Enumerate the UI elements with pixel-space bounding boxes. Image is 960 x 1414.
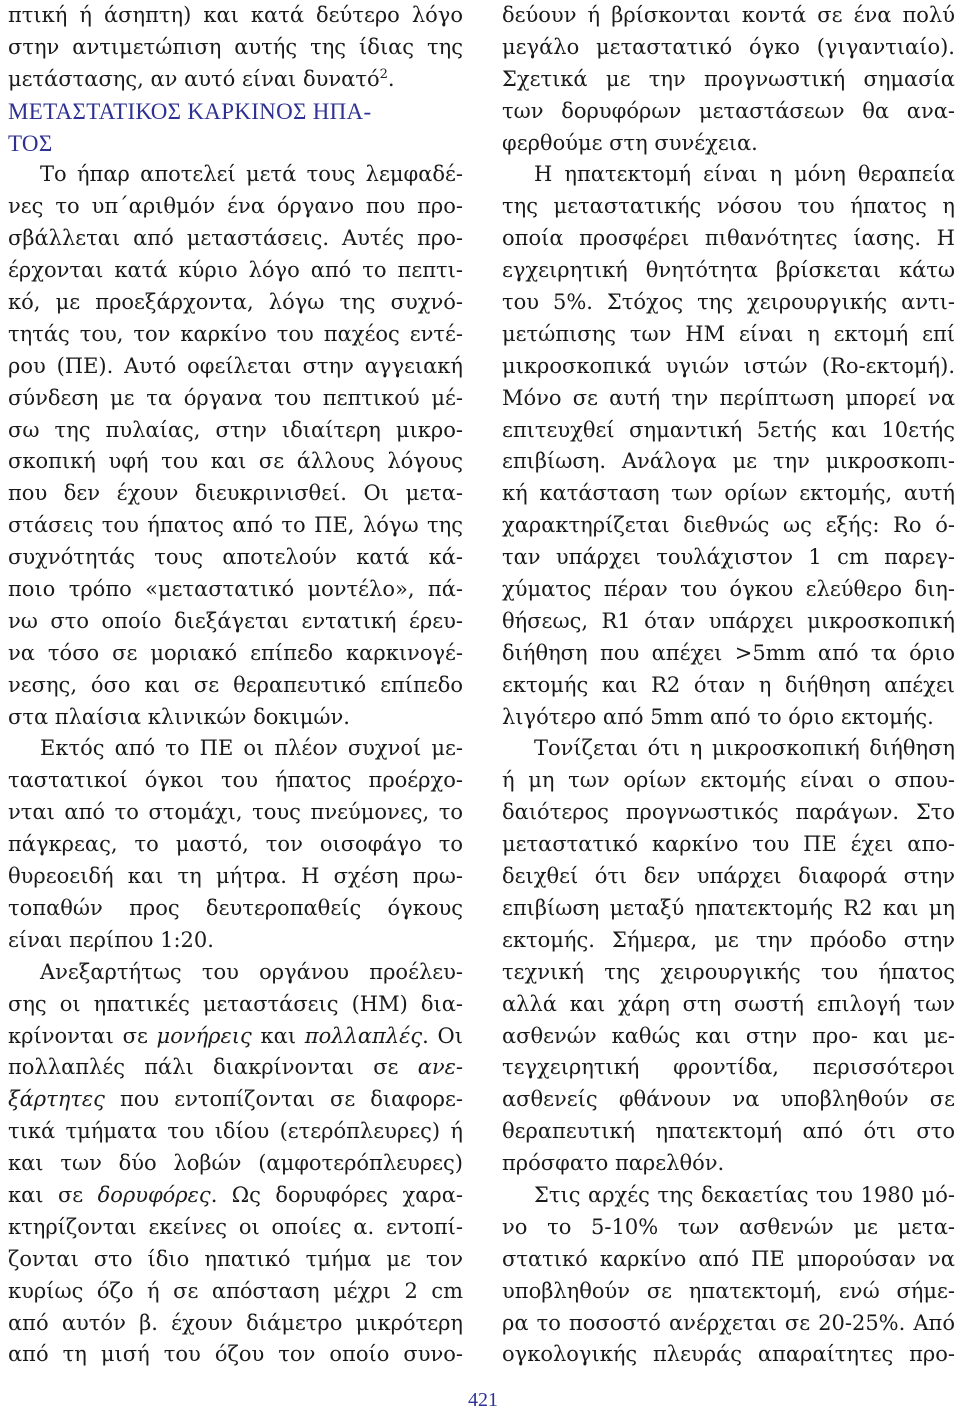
text-line: σω της πυλαίας, στην ιδιαίτερη μικρο- <box>8 417 463 442</box>
footnote-reference: 2 <box>379 66 388 82</box>
text-line: από τη μισή του όζου τον οποίο συνο- <box>8 1342 463 1367</box>
text-line: υποβληθούν σε ηπατεκτομή, ενώ σήμε- <box>502 1278 955 1303</box>
paragraph <box>502 1180 955 1371</box>
text-line: και των δύο λοβών (αμφοτερόπλευρες) <box>8 1151 463 1176</box>
text-line: επιβίωση μεταξύ ηπατεκτομής R2 και μη <box>502 895 955 920</box>
text-line: δειχθεί ότι δεν υπάρχει διαφορά στην <box>502 864 955 889</box>
text-line: πτική ή άσηπτη) και κατά δεύτερο λόγο <box>8 3 463 27</box>
text-line: είναι περίπου 1:20. <box>8 927 214 952</box>
text-line: θυρεοειδή και τη μήτρα. Η σχέση πρω- <box>8 864 463 889</box>
text-line: ρου (ΠΕ). Αυτό οφείλεται στην αγγειακή <box>8 353 463 378</box>
text-line: νω στο οποίο διεξάγεται εντατική έρευ- <box>8 608 463 633</box>
text-line: τικά τμήματα του ιδίου (ετερόπλευρες) ή <box>8 1119 463 1144</box>
text-line: στατικό καρκίνο από ΠΕ μπορούσαν να <box>502 1246 955 1271</box>
paragraph <box>8 957 463 1372</box>
text-line: έρχονται κατά κύριο λόγο από το πεπτι- <box>8 258 463 283</box>
text-fragment: πολλαπλές πάλι διακρίνονται σε <box>8 1055 418 1080</box>
text-line: μεγάλο μεταστατικό όγκο (γιγαντιαίο). <box>502 34 955 59</box>
text-fragment: και σε <box>8 1182 98 1207</box>
text-line <box>8 1052 463 1084</box>
text-line: στάσεις του ήπατος από το ΠΕ, λόγω της <box>8 513 463 538</box>
text-line: πρόσφατο παρελθόν. <box>502 1151 725 1176</box>
text-line: μεταστατικό καρκίνο του ΠΕ έχει απο- <box>502 832 955 857</box>
emphasis: μονήρεις <box>156 1023 252 1048</box>
text-line: δαιότερος προγνωστικός παράγων. Στο <box>502 800 955 825</box>
text-line: νο το 5-10% των ασθενών με μετα- <box>502 1214 955 1239</box>
emphasis: ξάρτητες <box>8 1087 105 1112</box>
text-line: κή κατάσταση των ορίων εκτομής, αυτή <box>502 481 955 506</box>
text-fragment: . <box>387 66 395 91</box>
paragraph <box>502 159 955 733</box>
text-line: ασθενείς φθάνουν να υποβληθούν σε <box>502 1087 955 1112</box>
text-fragment: . Οι <box>422 1023 463 1048</box>
text-line: μικροσκοπικά υγιών ιστών (Rο-εκτομή). <box>502 353 955 378</box>
text-line: επιτευχθεί σημαντική 5ετής και 10ετής <box>502 417 955 442</box>
left-column <box>8 0 463 1371</box>
emphasis: πολλαπλές <box>304 1023 423 1048</box>
text-line: επιβίωση. Ανάλογα με την μικροσκοπι- <box>502 449 955 474</box>
text-line: Εκτός από το ΠΕ οι πλέον συχνοί με- <box>40 736 463 761</box>
paragraph <box>8 733 463 956</box>
text-line: ποιο τρόπο «μεταστατικό μοντέλο», πά- <box>8 577 463 602</box>
text-line: νες το υπ΄αριθμόν ένα όργανο που προ- <box>8 194 463 219</box>
text-line: εκτομής. Σήμερα, με την πρόοδο στην <box>502 927 955 952</box>
text-line: στην αντιμετώπιση αυτής της ίδιας της <box>8 34 463 59</box>
text-line: από αυτόν β. έχουν διάμετρο μικρότερη <box>8 1310 463 1335</box>
text-line: Τονίζεται ότι η μικροσκοπική διήθηση <box>534 736 955 761</box>
text-line: των δορυφόρων μεταστάσεων θα ανα- <box>502 98 955 123</box>
text-line: Στις αρχές της δεκαετίας του 1980 μό- <box>534 1182 955 1207</box>
text-line: κτηρίζονται εκείνες οι οποίες α. εντοπί- <box>8 1214 463 1239</box>
text-line: να τόσο σε μοριακό επίπεδο καρκινογέ- <box>8 640 463 665</box>
text-line: χύματος πέραν του όγκου ελεύθερο διη- <box>502 577 955 602</box>
text-line: του 5%. Στόχος της χειρουργικής αντι- <box>502 290 955 315</box>
text-line: Το ήπαρ αποτελεί μετά τους λεμφαδέ- <box>40 162 463 187</box>
page-number: 421 <box>468 1389 498 1411</box>
text-line <box>8 1084 463 1116</box>
text-line: τεγχειρητική φροντίδα, περισσότεροι <box>502 1055 955 1080</box>
text-fragment: μετάστασης, αν αυτό είναι δυνατό <box>8 66 380 91</box>
heading-line: ΜΕΤΑΣΤΑΤΙΚΟΣ ΚΑΡΚΙΝΟΣ ΗΠΑ- <box>8 98 372 124</box>
text-line: ρα το ποσοστό ανέρχεται σε 20-25%. Από <box>502 1310 955 1335</box>
text-fragment: και <box>251 1023 305 1048</box>
text-line: που δεν έχουν διευκρινισθεί. Οι μετα- <box>8 481 463 506</box>
text-line: Σχετικά με την προγνωστική σημασία <box>502 66 955 91</box>
text-line: Η ηπατεκτομή είναι η μόνη θεραπεία <box>534 162 955 187</box>
text-line: χαρακτηρίζεται διεθνώς ως εξής: Rο ό- <box>502 513 955 538</box>
text-line: διήθηση που απέχει >5mm από τα όριο <box>502 640 955 665</box>
text-line: λιγότερο από 5mm από το όριο εκτομής. <box>502 704 934 729</box>
text-line: σύνδεση με τα όργανα του πεπτικού μέ- <box>8 385 463 410</box>
text-line <box>8 1180 463 1212</box>
text-line: αλλά και χάρη στη σωστή επιλογή των <box>502 991 955 1016</box>
right-column <box>502 0 955 1371</box>
emphasis: ανε- <box>417 1055 463 1080</box>
text-line: κυρίως όζο ή σε απόσταση μέχρι 2 cm <box>8 1278 463 1303</box>
text-line: θεραπευτική ηπατεκτομή από ότι στο <box>502 1119 955 1144</box>
paragraph <box>502 0 955 159</box>
text-line: ταστατικοί όγκοι του ήπατος προέρχο- <box>8 768 463 793</box>
text-line: τητάς του, τον καρκίνο του παχέος εντέ- <box>8 321 463 346</box>
text-line: μετώπισης των ΗΜ είναι η εκτομή επί <box>502 321 955 346</box>
section-heading <box>8 96 463 160</box>
text-line: νεσης, όσο και σε θεραπευτικό επίπεδο <box>8 672 463 697</box>
text-line: ταν υπάρχει τουλάχιστον 1 cm παρεγ- <box>502 545 955 570</box>
text-fragment: . Ως δορυφόρες χαρα- <box>210 1182 463 1207</box>
text-line: πάγκρεας, το μαστό, τον οισοφάγο το <box>8 832 463 857</box>
text-fragment: που εντοπίζονται σε διαφορε- <box>104 1087 463 1112</box>
emphasis: δορυφόρες <box>97 1182 211 1207</box>
text-line: οποία προσφέρει πιθανότητες ίασης. Η <box>502 226 955 251</box>
text-line: σκοπική υφή του και σε άλλους λόγους <box>8 449 463 474</box>
text-line: ζονται στο ίδιο ηπατικό τμήμα με τον <box>8 1246 463 1271</box>
text-line: συχνότητάς τους αποτελούν κατά κά- <box>8 545 463 570</box>
text-line: νται από το στομάχι, τους πνεύμονες, το <box>8 800 463 825</box>
text-fragment: κρίνονται σε <box>8 1023 157 1048</box>
text-line: τοπαθών προς δευτεροπαθείς όγκους <box>8 895 463 920</box>
text-line: δεύουν ή βρίσκονται κοντά σε ένα πολύ <box>502 3 955 27</box>
text-line: Μόνο σε αυτή την περίπτωση μπορεί να <box>502 385 955 410</box>
text-line: φερθούμε στη συνέχεια. <box>502 130 758 155</box>
intro-paragraph <box>8 0 463 96</box>
paragraph <box>8 159 463 733</box>
text-line: ογκολογικής πλευράς απαραίτητες προ- <box>502 1342 955 1367</box>
text-line <box>8 64 463 96</box>
text-line: θήσεως, R1 όταν υπάρχει μικροσκοπική <box>502 608 955 633</box>
text-line: ή μη των ορίων εκτομής είναι ο σπου- <box>502 768 955 793</box>
text-line: εκτομής και R2 όταν η διήθηση απέχει <box>502 672 955 697</box>
text-line: ασθενών καθώς και στην προ- και με- <box>502 1023 955 1048</box>
text-line: Ανεξαρτήτως του οργάνου προέλευ- <box>40 959 463 984</box>
heading-line: ΤΟΣ <box>8 130 53 156</box>
text-line: τεχνική της χειρουργικής του ήπατος <box>502 959 955 984</box>
text-line: εγχειρητική θνητότητα βρίσκεται κάτω <box>502 258 955 283</box>
paragraph <box>502 733 955 1179</box>
text-line: σβάλλεται από μεταστάσεις. Αυτές προ- <box>8 226 463 251</box>
text-line: σης οι ηπατικές μεταστάσεις (ΗΜ) δια- <box>8 991 463 1016</box>
text-line: στα πλαίσια κλινικών δοκιμών. <box>8 704 350 729</box>
text-line <box>8 1021 463 1053</box>
text-line: της μεταστατικής νόσου του ήπατος η <box>502 194 955 219</box>
text-line: κό, με προεξάρχοντα, λόγω της συχνό- <box>8 290 463 315</box>
